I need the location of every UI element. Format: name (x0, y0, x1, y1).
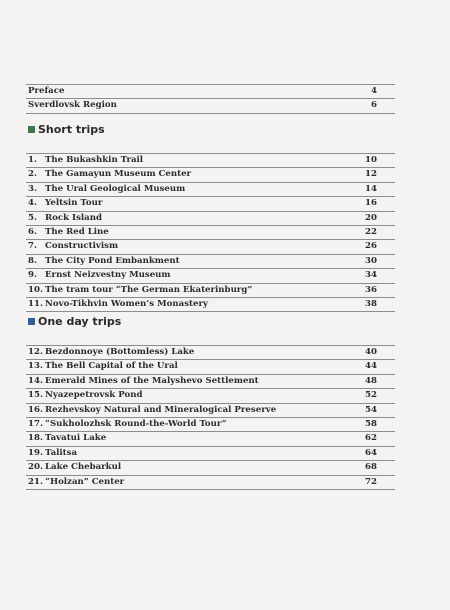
toc-entry-number: 1. (28, 155, 37, 165)
toc-entry-title: Sverdlovsk Region (28, 100, 117, 111)
toc-entry[interactable] (26, 346, 395, 360)
toc-entry-number: 9. (28, 270, 37, 281)
toc-entry-title: The Bell Capital of the Ural (45, 361, 178, 372)
toc-entry-number: 2. (28, 169, 37, 180)
toc-entry-title: The tram tour “The German Ekaterinburg” (45, 284, 253, 295)
toc-entry[interactable] (26, 284, 395, 298)
toc-entry-page: 72 (365, 476, 377, 487)
toc-entry-page: 22 (365, 226, 377, 237)
toc-entry-title: Preface (28, 86, 65, 96)
toc-entry-title: Bezdonnoye (Bottomless) Lake (45, 347, 195, 357)
toc-entry-title: Ernst Neizvestny Museum (45, 270, 171, 281)
toc-entry-title: The Ural Geological Museum (45, 183, 186, 194)
toc-entry-page: 62 (365, 433, 377, 444)
toc-entry-title: The Red Line (45, 226, 109, 237)
section-heading-label: One day trips (38, 315, 122, 328)
toc-entry-number: 3. (28, 183, 37, 194)
toc-entry-page: 54 (365, 404, 377, 415)
toc-entry-number: 7. (28, 241, 37, 252)
toc-entry-title: The Gamayun Museum Center (45, 169, 192, 180)
green-square-marker (28, 126, 35, 133)
toc-entry-title: Nyazepetrovsk Pond (45, 390, 143, 401)
toc-entry[interactable] (26, 375, 395, 389)
toc-entry-sverdlovsk-region[interactable] (26, 99, 395, 113)
toc-entry[interactable] (26, 476, 395, 490)
toc-entry-title: Novo-Tikhvin Women’s Monastery (45, 298, 208, 309)
section-heading-short-trips (28, 123, 105, 136)
toc-entry-page: 44 (365, 361, 377, 372)
toc-entry-title: Rezhevskoy Natural and Mineralogical Preserve (45, 404, 277, 415)
toc-entry[interactable] (26, 418, 395, 432)
toc-entry[interactable] (26, 183, 395, 197)
toc-entry-title: Lake Chebarkul (45, 462, 122, 473)
toc-entry-title: Emerald Mines of the Malyshevo Settlement (45, 375, 259, 386)
toc-entry-number: 18. (28, 433, 43, 444)
toc-entry-number: 16. (28, 404, 43, 415)
toc-entry[interactable] (26, 298, 395, 312)
toc-entry[interactable] (26, 432, 395, 446)
toc-entry-title: Rock Island (45, 212, 103, 223)
section-heading-label: Short trips (38, 123, 105, 136)
toc-entry-title: Yeltsin Tour (45, 198, 103, 209)
section-heading-one-day-trips (28, 315, 121, 328)
toc-entry[interactable] (26, 255, 395, 269)
toc-entry-number: 21. (28, 476, 43, 487)
toc-entry-number: 14. (28, 375, 43, 386)
toc-entry-number: 11. (28, 298, 43, 309)
toc-entry-page: 26 (365, 241, 377, 252)
toc-entry-title: The Bukashkin Trail (45, 155, 144, 165)
toc-entry-title: The City Pond Embankment (45, 255, 180, 266)
blue-square-marker (28, 318, 35, 325)
toc-entry-number: 5. (28, 212, 37, 223)
toc-entry-page: 52 (365, 390, 377, 401)
toc-entry-number: 17. (28, 418, 43, 429)
toc-entry[interactable] (26, 197, 395, 211)
toc-entry-number: 15. (28, 390, 43, 401)
toc-entry-number: 8. (28, 255, 37, 266)
toc-entry-number: 4. (28, 198, 37, 209)
toc-entry-page: 38 (365, 298, 377, 309)
toc-entry[interactable] (26, 461, 395, 475)
toc-entry-title: “Sukholozhsk Round-the-World Tour” (45, 418, 227, 429)
toc-entry-page: 12 (365, 169, 377, 180)
toc-entry-number: 12. (28, 347, 43, 357)
toc-entry-page: 40 (365, 347, 377, 357)
toc-list-short-trips (26, 153, 395, 312)
toc-entry[interactable] (26, 226, 395, 240)
toc-entry-number: 19. (28, 447, 43, 458)
toc-entry[interactable] (26, 212, 395, 226)
toc-entry-page: 64 (365, 447, 377, 458)
toc-entry-page: 16 (365, 198, 377, 209)
toc-entry-number: 6. (28, 226, 37, 237)
toc-entry[interactable] (26, 389, 395, 403)
toc-entry-number: 10. (28, 284, 43, 295)
toc-entry-page: 34 (365, 270, 377, 281)
toc-entry-page: 20 (365, 212, 377, 223)
toc-entry-page: 30 (365, 255, 377, 266)
toc-intro (26, 84, 395, 114)
toc-entry-page: 36 (365, 284, 377, 295)
toc-entry[interactable] (26, 269, 395, 283)
toc-entry-page: 68 (365, 462, 377, 473)
toc-entry[interactable] (26, 447, 395, 461)
toc-entry[interactable] (26, 168, 395, 182)
toc-entry[interactable] (26, 240, 395, 254)
toc-entry-page: 14 (365, 183, 377, 194)
toc-entry-page: 6 (371, 100, 377, 111)
toc-entry-title: Constructivism (45, 241, 119, 252)
toc-entry-preface[interactable] (26, 85, 395, 99)
toc-entry-title: Talitsa (45, 447, 78, 458)
toc-entry[interactable] (26, 154, 395, 168)
toc-entry-page: 4 (371, 86, 377, 96)
toc-entry-page: 48 (365, 375, 377, 386)
toc-entry[interactable] (26, 404, 395, 418)
toc-entry-page: 58 (365, 418, 377, 429)
toc-entry-number: 13. (28, 361, 43, 372)
toc-entry-number: 20. (28, 462, 43, 473)
toc-entry-title: “Holzan” Center (45, 476, 125, 487)
toc-entry-page: 10 (365, 155, 377, 165)
toc-list-one-day-trips (26, 345, 395, 490)
toc-entry-title: Tavatui Lake (45, 433, 107, 444)
toc-entry[interactable] (26, 360, 395, 374)
